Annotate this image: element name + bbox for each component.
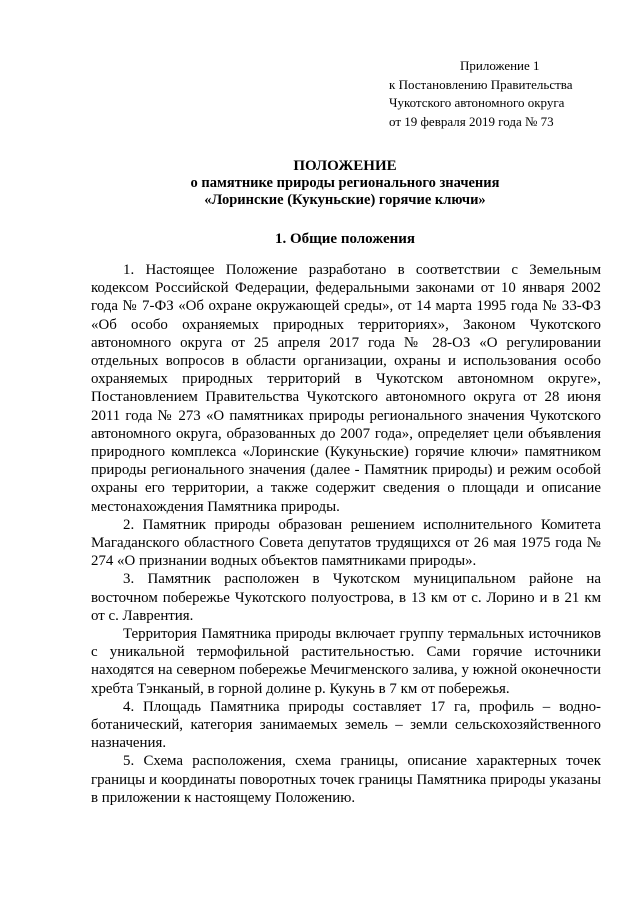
paragraph-2: 2. Памятник природы образован решением исполнительного Комитета Магаданского областного Совета депутатов трудящихся от 26 мая 1975 года № 274 «О признании водных объектов памятниками природы». xyxy=(91,516,601,570)
paragraph-3: 3. Памятник расположен в Чукотском муниципальном районе на восточном побережье Чукотского полуострова, в 13 км от с. Лорино и в 21 км от с. Лаврентия. xyxy=(91,571,601,624)
appendix-number: Приложение 1 xyxy=(460,58,540,73)
appendix-resolution-ref: к Постановлению Правительства xyxy=(389,76,573,92)
document-body xyxy=(91,261,601,807)
paragraph-4: 4. Площадь Памятника природы составляет 17 га, профиль – водно-ботанический, категория занимаемых земель – земли сельскохозяйственного назначения. xyxy=(91,698,601,752)
title-subtitle-2: «Лоринские (Кукуньские) горячие ключи» xyxy=(204,192,486,208)
appendix-date-number: от 19 февраля 2019 года № 73 xyxy=(389,113,554,129)
paragraph-1: 1. Настоящее Положение разработано в соответствии с Земельным кодексом Российской Федерации, федеральными законами от 10 января 2002 года № 7-ФЗ «Об охране окружающей среды», от 14 марта 1995 года № 33-ФЗ «Об особо охраняемых природных территориях», Законом Чукотского автономного округа от 25 апреля 2017 года № 28-ОЗ «О регулировании отдельных вопросов в области организации, охраны и использования особо охраняемых природных территорий в Чукотском автономном округе», Постановлением Правительства Чукотского автономного округа от 28 июня 2011 года № 273 «О памятниках природы регионального значения Чукотского автономного округа, образованных до 2007 года», определяет цели объявления природного комплекса «Лоринские (Кукуньские) горячие ключи» памятником природы регионального значения (далее - Памятник природы) и режим особой охраны его территории, а также содержит сведения о площади и описание местонахождения Памятника природы. xyxy=(91,262,601,515)
paragraph-5: 5. Схема расположения, схема границы, описание характерных точек границы и координаты поворотных точек границы Памятника природы указаны в приложении к настоящему Положению. xyxy=(91,753,601,806)
appendix-reference xyxy=(389,57,609,131)
title-subtitle-1: о памятнике природы регионального значения xyxy=(190,175,500,191)
appendix-region: Чукотского автономного округа xyxy=(389,95,565,110)
paragraph-3-continuation: Территория Памятника природы включает группу термальных источников с уникальной термофильной растительностью. Сами горячие источники находятся на северном побережье Мечигменского залива, у южной оконечности хребта Тэнканый, в горной долине р. Кукунь в 7 км от побережья. xyxy=(91,626,601,697)
document-title xyxy=(90,158,600,209)
title-main: ПОЛОЖЕНИЕ xyxy=(293,158,397,174)
section-heading-general: 1. Общие положения xyxy=(274,231,416,247)
